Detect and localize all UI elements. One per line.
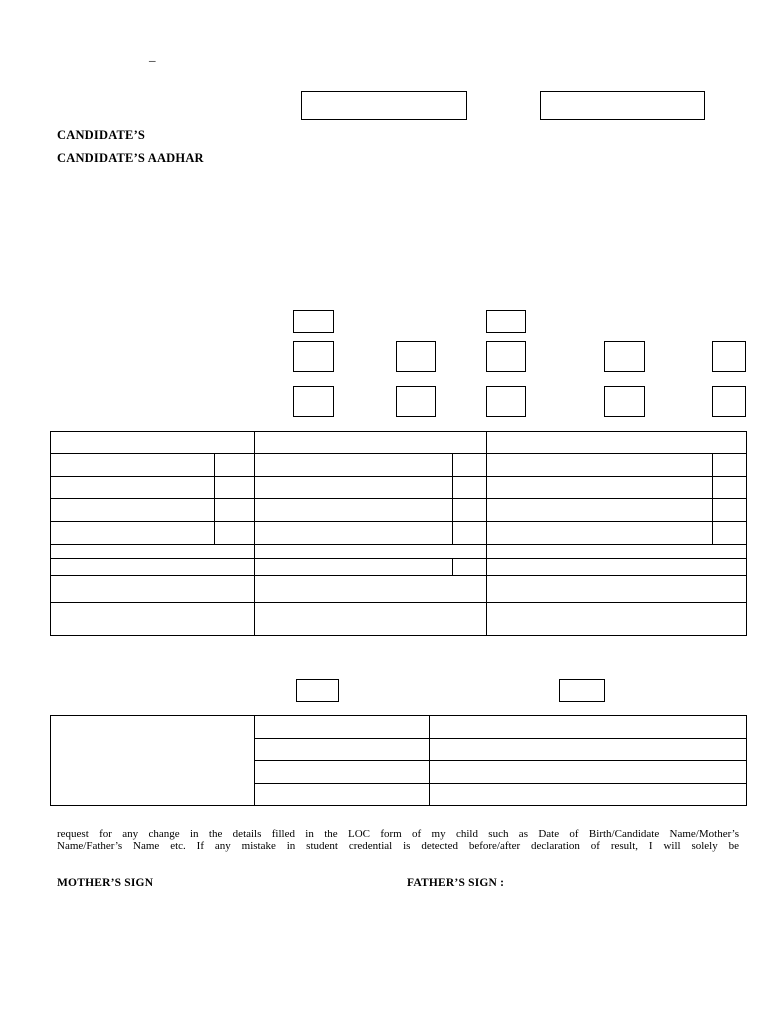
declaration-text bbox=[57, 828, 739, 852]
grid-cell[interactable] bbox=[255, 477, 453, 499]
grid-cell[interactable] bbox=[51, 545, 255, 559]
grid-header-row bbox=[51, 432, 747, 454]
box-r3-c3[interactable] bbox=[486, 386, 526, 417]
grid-cell[interactable] bbox=[51, 499, 215, 522]
grid-cell[interactable] bbox=[487, 603, 747, 636]
box-r3-c1[interactable] bbox=[293, 386, 334, 417]
grid-cell[interactable] bbox=[255, 499, 453, 522]
subject-grid-table bbox=[50, 431, 747, 636]
box-r2-c2[interactable] bbox=[396, 341, 436, 372]
grid-cell[interactable] bbox=[713, 454, 747, 477]
grid-row bbox=[51, 499, 747, 522]
mother-sign-label: MOTHER’S SIGN bbox=[57, 877, 154, 889]
grid-cell[interactable] bbox=[453, 522, 487, 545]
grid-cell[interactable] bbox=[713, 522, 747, 545]
box-r3-c4[interactable] bbox=[604, 386, 645, 417]
grid-cell[interactable] bbox=[487, 576, 747, 603]
details-cell[interactable] bbox=[430, 739, 747, 761]
candidate-label: CANDIDATE’S bbox=[57, 128, 146, 142]
details-cell[interactable] bbox=[255, 784, 430, 806]
box-r2-c4[interactable] bbox=[604, 341, 645, 372]
grid-cell[interactable] bbox=[487, 522, 713, 545]
box-r2-c3[interactable] bbox=[486, 341, 526, 372]
grid-row bbox=[51, 545, 747, 559]
grid-cell[interactable] bbox=[487, 477, 713, 499]
grid-cell[interactable] bbox=[487, 559, 747, 576]
grid-cell[interactable] bbox=[215, 499, 255, 522]
details-cell[interactable] bbox=[255, 716, 430, 739]
grid-cell[interactable] bbox=[713, 477, 747, 499]
top-field-2[interactable] bbox=[540, 91, 705, 120]
grid-row bbox=[51, 603, 747, 636]
grid-cell[interactable] bbox=[487, 499, 713, 522]
grid-cell[interactable] bbox=[713, 499, 747, 522]
father-sign-label: FATHER’S SIGN : bbox=[407, 877, 505, 889]
grid-cell[interactable] bbox=[51, 603, 255, 636]
details-cell[interactable] bbox=[430, 716, 747, 739]
grid-cell[interactable] bbox=[453, 499, 487, 522]
grid-cell[interactable] bbox=[487, 545, 747, 559]
details-row bbox=[51, 716, 747, 739]
candidate-aadhar-label: CANDIDATE’S AADHAR bbox=[57, 151, 204, 165]
grid-row bbox=[51, 559, 747, 576]
declaration-line-1: request for any change in the details filled in the LOC form of my child such as Date of Birth/Candidate Name/Mother’s bbox=[57, 828, 739, 840]
grid-row bbox=[51, 477, 747, 499]
grid-cell[interactable] bbox=[255, 559, 453, 576]
grid-cell[interactable] bbox=[215, 477, 255, 499]
top-field-1[interactable] bbox=[301, 91, 467, 120]
grid-cell[interactable] bbox=[255, 432, 487, 454]
box-r2-c1[interactable] bbox=[293, 341, 334, 372]
declaration-line-2: Name/Father’s Name etc. If any mistake in student credential is detected before/after declaration of result, I will solely be bbox=[57, 840, 739, 852]
details-cell[interactable] bbox=[255, 761, 430, 784]
details-cell[interactable] bbox=[430, 761, 747, 784]
grid-cell[interactable] bbox=[453, 454, 487, 477]
header-dash: _ bbox=[149, 48, 156, 63]
grid-cell[interactable] bbox=[51, 576, 255, 603]
checkbox-r1-c2[interactable] bbox=[486, 310, 526, 333]
grid-cell[interactable] bbox=[453, 477, 487, 499]
checkbox-mid-2[interactable] bbox=[559, 679, 605, 702]
details-table bbox=[50, 715, 747, 806]
grid-cell[interactable] bbox=[255, 522, 453, 545]
grid-row bbox=[51, 576, 747, 603]
box-r2-c5[interactable] bbox=[712, 341, 746, 372]
grid-cell[interactable] bbox=[453, 559, 487, 576]
grid-cell[interactable] bbox=[51, 522, 215, 545]
details-cell[interactable] bbox=[255, 739, 430, 761]
grid-cell[interactable] bbox=[51, 477, 215, 499]
box-r3-c5[interactable] bbox=[712, 386, 746, 417]
grid-cell[interactable] bbox=[51, 432, 255, 454]
grid-cell[interactable] bbox=[487, 432, 747, 454]
grid-row bbox=[51, 454, 747, 477]
grid-cell[interactable] bbox=[255, 576, 487, 603]
grid-cell[interactable] bbox=[51, 454, 215, 477]
grid-cell[interactable] bbox=[51, 559, 255, 576]
details-cell[interactable] bbox=[430, 784, 747, 806]
grid-cell[interactable] bbox=[215, 522, 255, 545]
grid-cell[interactable] bbox=[255, 454, 453, 477]
grid-row bbox=[51, 522, 747, 545]
grid-cell[interactable] bbox=[487, 454, 713, 477]
box-r3-c2[interactable] bbox=[396, 386, 436, 417]
grid-cell[interactable] bbox=[255, 603, 487, 636]
checkbox-r1-c1[interactable] bbox=[293, 310, 334, 333]
checkbox-mid-1[interactable] bbox=[296, 679, 339, 702]
grid-cell[interactable] bbox=[255, 545, 487, 559]
grid-cell[interactable] bbox=[215, 454, 255, 477]
details-merged-cell[interactable] bbox=[51, 716, 255, 806]
